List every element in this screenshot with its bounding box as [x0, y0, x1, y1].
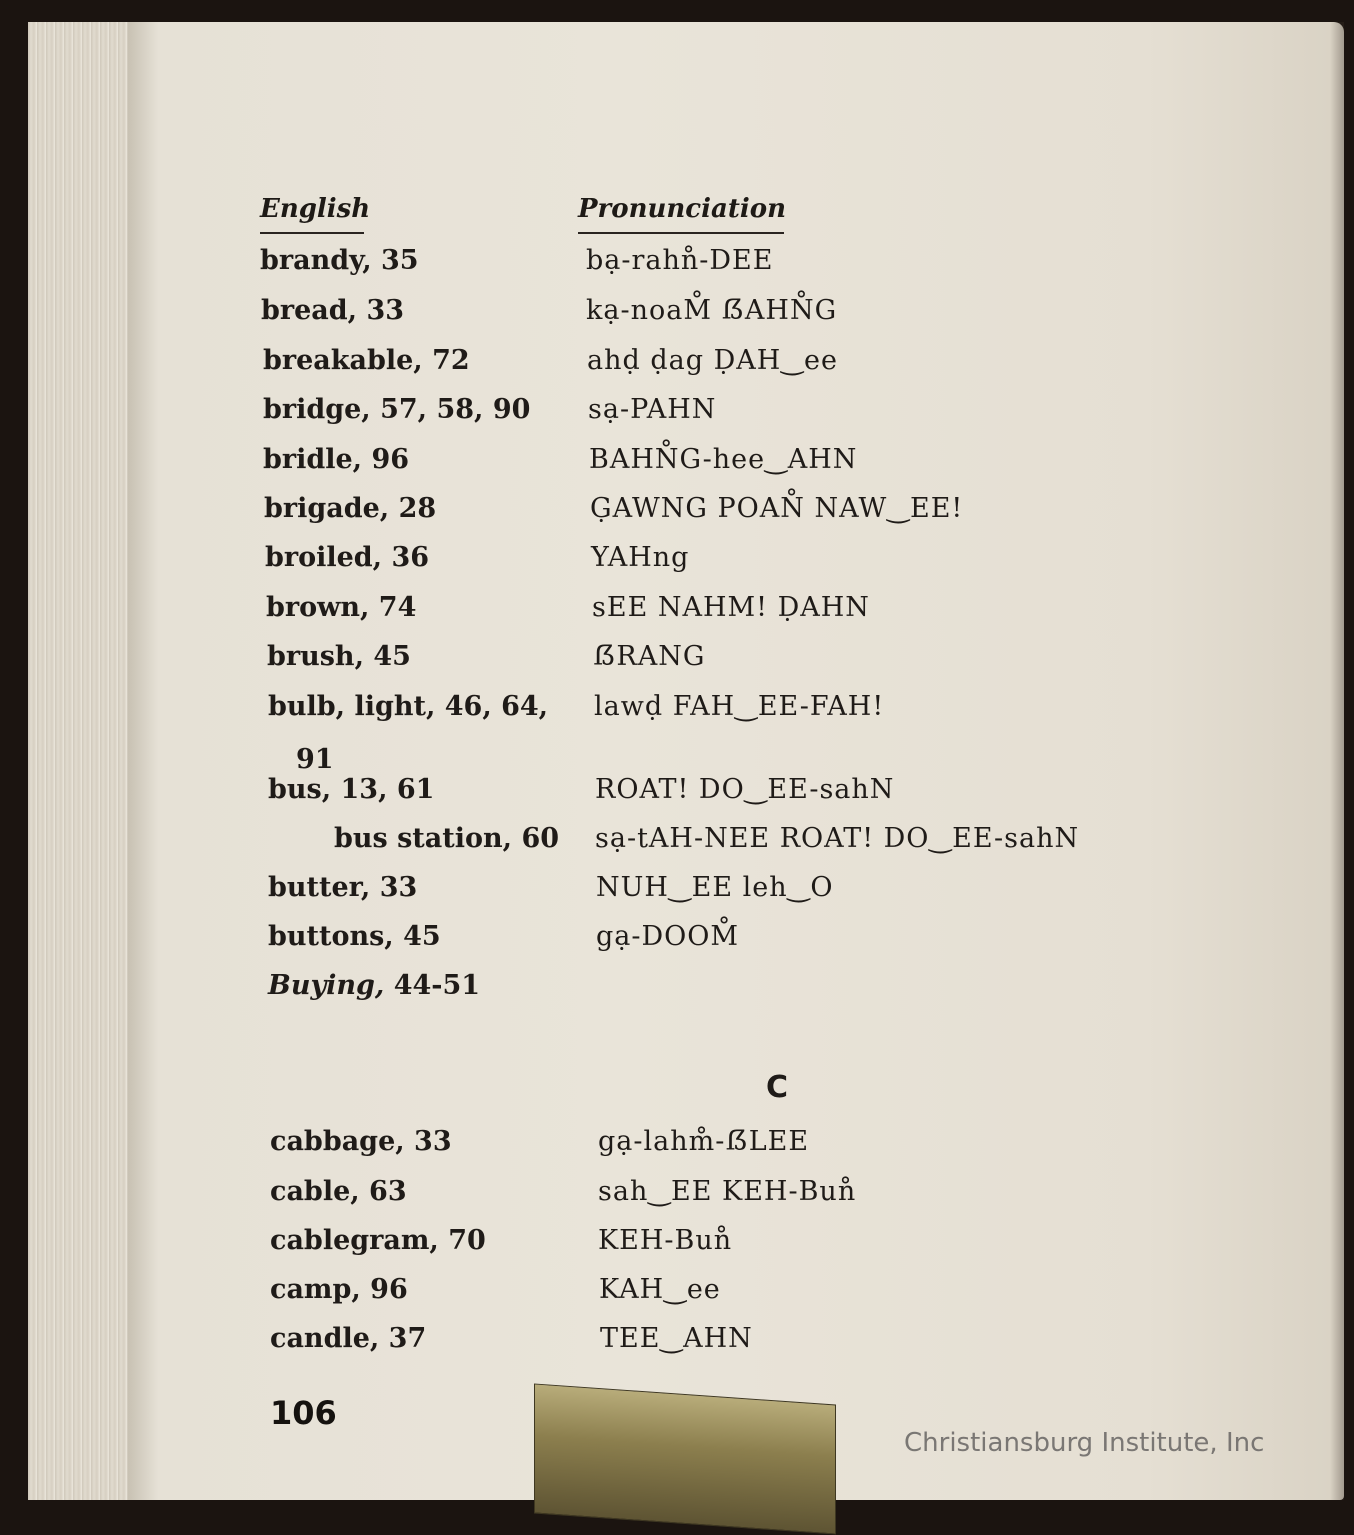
watermark: Christiansburg Institute, Inc: [904, 1428, 1265, 1458]
english-term: buttons, 45: [268, 921, 441, 952]
pronunciation: NUH‿EE leh‿O: [596, 872, 834, 903]
pronunciation: ROAT! DO‿EE-sahN: [595, 774, 895, 805]
pronunciation: sEE NAHM! ḌAHN: [592, 592, 870, 623]
pronunciation: ahḍ ḍag ḌAH‿ee: [587, 345, 838, 376]
pronunciation: KAH‿ee: [599, 1274, 721, 1305]
pronunciation: kạ-noaM̊ ẞAHN̊G: [586, 295, 838, 326]
english-subterm: bus station, 60: [334, 823, 560, 854]
pronunciation: G̣AWNG POAN̊ NAW‿EE!: [590, 493, 964, 524]
english-term: brown, 74: [266, 592, 417, 623]
english-term: cabbage, 33: [270, 1126, 452, 1157]
right-edge-shadow: [1330, 22, 1344, 1500]
pronunciation: gạ-DOOM̊: [596, 921, 740, 952]
pronunciation: KEH-Bun̊: [598, 1225, 733, 1256]
english-term: brigade, 28: [264, 493, 437, 524]
pronunciation: sah‿EE KEH-Bun̊: [598, 1176, 857, 1207]
pronunciation: BAHN̊G-hee‿AHN: [589, 444, 858, 475]
column-header-pronunciation: Pronunciation: [578, 194, 784, 234]
bookmark-clip: [534, 1383, 836, 1534]
english-term: bus, 13, 61: [268, 774, 435, 805]
english-term: cablegram, 70: [270, 1225, 486, 1256]
english-term: brandy, 35: [260, 245, 419, 276]
column-header-english: English: [260, 194, 364, 234]
page-edges: [28, 22, 128, 1500]
english-term: candle, 37: [270, 1323, 427, 1354]
pronunciation: bạ-rahn̊-DEE: [586, 245, 774, 276]
section-reference: Buying,: [268, 970, 385, 1001]
pronunciation: sạ-PAHN: [588, 394, 717, 425]
english-term-continuation: 91: [296, 744, 334, 775]
spine-shadow: [128, 22, 158, 1500]
pronunciation: sạ-tAH-NEE ROAT! DO‿EE-sahN: [595, 823, 1080, 854]
pronunciation: lawḍ FAH‿EE-FAH!: [594, 691, 885, 722]
book-page: [28, 22, 1344, 1500]
page-number: 106: [270, 1394, 337, 1432]
section-letter: C: [766, 1070, 789, 1105]
english-term: butter, 33: [268, 872, 418, 903]
pronunciation: ẞRANG: [593, 641, 706, 672]
pronunciation: gạ-lahm̊-ẞLEE: [598, 1126, 810, 1157]
pronunciation: TEE‿AHN: [600, 1323, 753, 1354]
english-term: cable, 63: [270, 1176, 407, 1207]
english-term: bread, 33: [261, 295, 405, 326]
english-term: [268, 969, 480, 1003]
english-term: bridge, 57, 58, 90: [263, 394, 531, 425]
english-term: broiled, 36: [265, 542, 430, 573]
pronunciation: YAHng: [591, 542, 690, 573]
page-range: 44-51: [384, 970, 481, 1001]
english-term: bulb, light, 46, 64,: [268, 691, 549, 722]
english-term: bridle, 96: [263, 444, 410, 475]
english-term: brush, 45: [267, 641, 411, 672]
english-term: camp, 96: [270, 1274, 408, 1305]
english-term: breakable, 72: [263, 345, 470, 376]
